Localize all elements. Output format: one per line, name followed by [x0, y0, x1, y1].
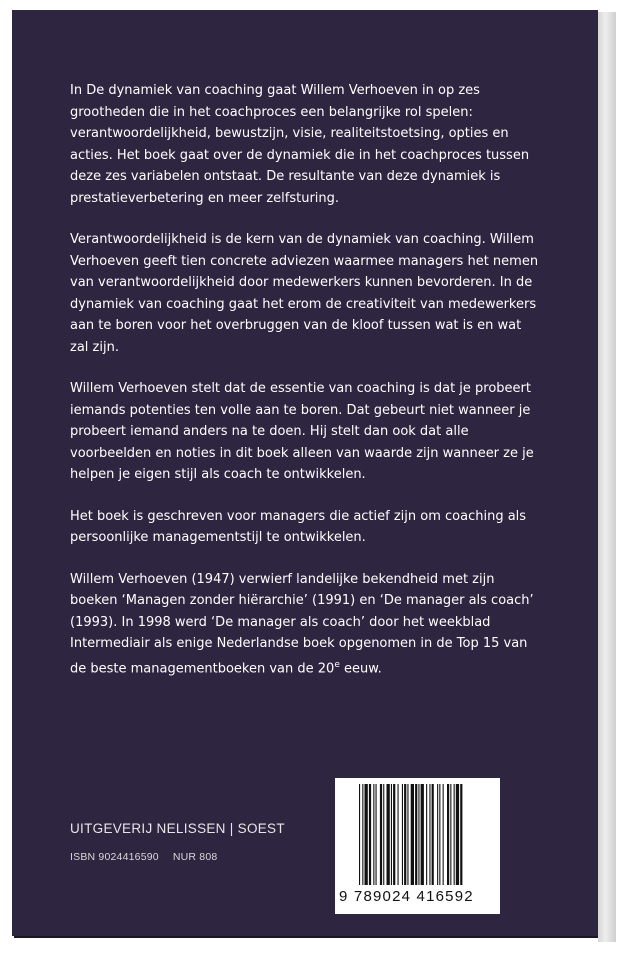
author-bio-text: Willem Verhoeven (1947) verwierf landelijke bekendheid met zijn boeken ‘Managen zonder hiërarchie’ (1991) en ‘De manager als coach’ (1993). In 1998 werd ‘De manager als coach’ door het weekblad Intermediair als enige Nederlandse boek opgenomen in de Top 15 van de beste managementboeken van de 20	[70, 571, 534, 676]
blurb-paragraph: In De dynamiek van coaching gaat Willem Verhoeven in op zes grootheden die in het coachproces een belangrijke rol spelen: verantwoordelijkheid, bewustzijn, visie, realiteitstoetsing, opties en acties. Het boek gaat over de dynamiek die in het coachproces tussen deze zes variabelen ontstaat. De resultante van deze dynamiek is prestatieverbetering en meer zelfsturing.	[70, 83, 530, 206]
barcode-bars	[359, 784, 493, 885]
barcode-bar	[387, 784, 390, 885]
barcode-digits: 9 789024 416592	[339, 888, 474, 905]
barcode-bar	[391, 784, 392, 885]
barcode-bar	[362, 784, 363, 885]
isbn-line	[70, 851, 231, 863]
barcode-bar	[404, 784, 406, 885]
barcode-bar	[421, 784, 424, 885]
barcode-bar	[437, 784, 438, 885]
blurb-paragraph: Verantwoordelijkheid is de kern van de dynamiek van coaching. Willem Verhoeven geeft tien concrete adviezen waarmee managers het nemen van verantwoordelijkheid door medewerkers kunnen bevorderen. In de dynamiek van coaching gaat het erom de creativiteit van medewerkers aan te boren voor het overbruggen van de kloof tussen wat is en wat zal zijn.	[70, 232, 539, 355]
barcode-bar	[393, 784, 395, 885]
barcode-bar	[411, 784, 414, 885]
superscript-e: e	[334, 659, 340, 670]
barcode-bar	[456, 784, 459, 885]
blurb-paragraph: Het boek is geschreven voor managers die actief zijn om coaching als persoonlijke managementstijl te ontwikkelen.	[70, 508, 527, 545]
barcode-bar	[432, 784, 434, 885]
barcode-bar	[373, 784, 374, 885]
barcode-bar	[450, 784, 451, 885]
barcode-bar	[447, 784, 449, 885]
barcode-bar	[398, 784, 399, 885]
barcode-bar	[454, 784, 455, 885]
barcode-bar	[443, 784, 444, 885]
barcode-bar	[460, 784, 462, 885]
blurb-text	[70, 80, 540, 699]
isbn-number: ISBN 9024416590	[70, 851, 159, 863]
barcode-bar	[369, 784, 371, 885]
blurb-paragraph: Willem Verhoeven stelt dat de essentie van coaching is dat je probeert iemands potenties ten volle aan te boren. Dat gebeurt niet wanneer je probeert iemand anders na te doen. Hij stelt dan ook dat alle voorbeelden en noties in dit boek alleen van waarde zijn wanneer ze je helpen je eigen stijl als coach te ontwikkelen.	[70, 381, 534, 482]
barcode-bar	[407, 784, 408, 885]
barcode-bar	[429, 784, 430, 885]
barcode-bar	[426, 784, 427, 885]
author-bio	[70, 569, 540, 680]
barcode-bar	[380, 784, 382, 885]
barcode-bar	[402, 784, 403, 885]
barcode-bar	[365, 784, 368, 885]
book-spine-edge	[598, 12, 616, 942]
barcode-bar	[415, 784, 417, 885]
barcode-bar	[418, 784, 419, 885]
barcode-bar	[376, 784, 377, 885]
barcode-bar	[383, 784, 384, 885]
author-bio-end: eeuw.	[339, 660, 382, 676]
barcode-bar	[359, 784, 360, 885]
barcode	[335, 778, 500, 914]
nur-code: NUR 808	[172, 851, 218, 863]
barcode-bar	[439, 784, 440, 885]
publisher-name: UITGEVERIJ NELISSEN | SOEST	[70, 821, 285, 836]
